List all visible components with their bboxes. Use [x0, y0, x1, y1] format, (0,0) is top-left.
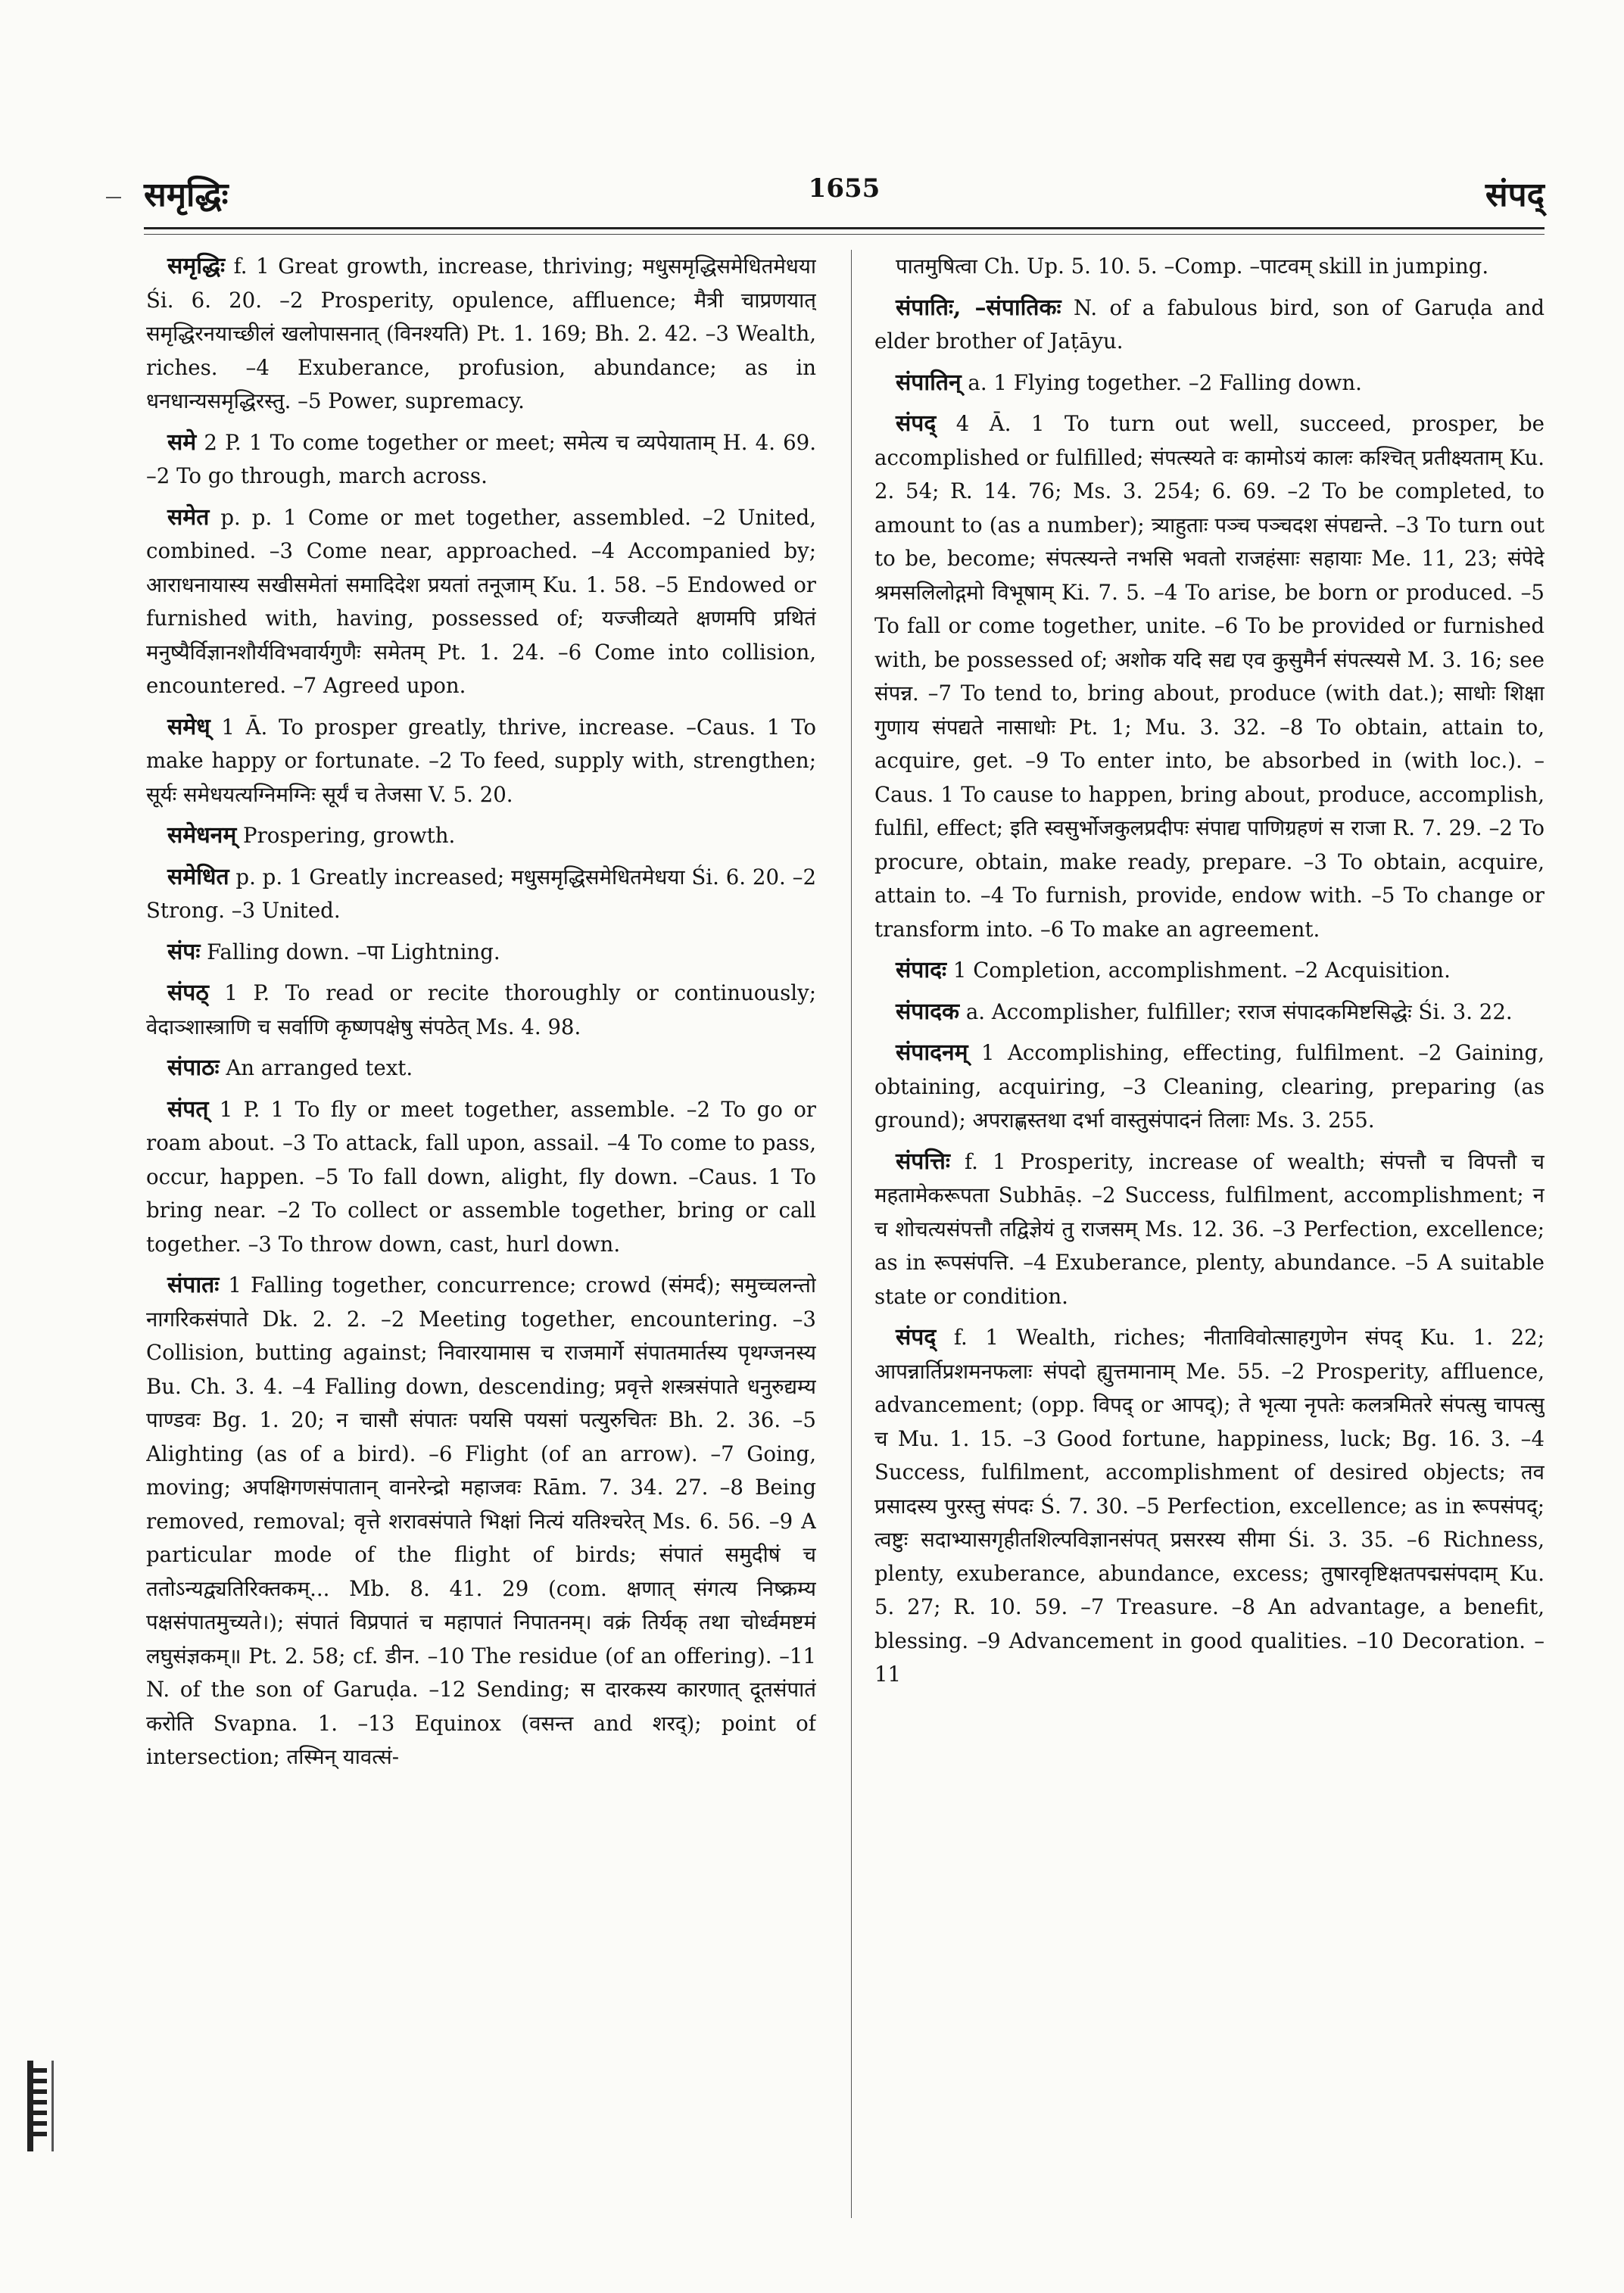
- entry-headword: संपादः: [896, 957, 947, 983]
- entry-definition: An arranged text.: [219, 1055, 413, 1080]
- entry-definition: 1 Completion, accomplishment. –2 Acquisition.: [946, 958, 1451, 983]
- dictionary-entry: [874, 291, 1545, 359]
- dictionary-entry: [146, 977, 816, 1044]
- entry-definition: f. 1 Prosperity, increase of wealth; संपत्तौ च विपत्तौ च महतामेकरूपता Subhāṣ. –2 Success, fulfilment, accomplishment; न च शोचत्यसंपत्तौ तद्विज्ञेयं तु राजसम् Ms. 12. 36. –3 Perfection, excellence; as in रूपसंपत्ति. –4 Exuberance, plenty, abundance. –5 A suitable state or condition.: [874, 1148, 1545, 1309]
- entry-headword: समेधनम्: [167, 822, 237, 849]
- dictionary-entry: [146, 1269, 816, 1774]
- margin-dash: [106, 197, 121, 198]
- entry-definition: 2 P. 1 To come together or meet; समेत्य च व्यपेयाताम् H. 4. 69. –2 To go through, march across.: [146, 429, 816, 488]
- entry-headword: संपठ्: [167, 980, 209, 1006]
- entry-definition: f. 1 Wealth, riches; नीताविवोत्साहगुणेन संपद् Ku. 1. 22; आपन्नार्तिप्रशमनफलाः संपदो ह्युत्तमानाम् Me. 55. –2 Prosperity, affluence, advancement; (opp. विपद् or आपद्); ते भृत्या नृपतेः कलत्रमितरे संपत्सु चापत्सु च Mu. 1. 15. –3 Good fortune, happiness, luck; Bg. 16. 3. –4 Success, fulfilment, accomplishment of desired objects; तव प्रसादस्य पुरस्तु संपदः Ś. 7. 30. –5 Perfection, excellence; as in रूपसंपद्; त्वष्टुः सदाभ्यासगृहीतशिल्पविज्ञानसंपत् प्रसरस्य सीमा Śi. 3. 35. –6 Richness, plenty, exuberance, abundance, excess; तुषारवृष्टिक्षतपद्मसंपदाम् Ku. 5. 27; R. 10. 59. –7 Treasure. –8 An advantage, a benefit, blessing. –9 Advancement in good qualities. –10 Decoration. –11: [874, 1325, 1545, 1687]
- entry-definition: Prospering, growth.: [236, 823, 456, 848]
- entry-definition: f. 1 Great growth, increase, thriving; मधुसमृद्धिसमेधितमेधया Śi. 6. 20. –2 Prosperity, opulence, affluence; मैत्री चाप्रणयात् समृद्धिरनयाच्छीलं खलोपासनात् (विनश्यति) Pt. 1. 169; Bh. 2. 42. –3 Wealth, riches. –4 Exuberance, profusion, abundance; as in धनधान्यसमृद्धिरस्तु. –5 Power, supremacy.: [146, 254, 816, 413]
- entry-headword: समेध्: [167, 713, 210, 740]
- entry-definition: 1 Accomplishing, effecting, fulfilment. –2 Gaining, obtaining, acquiring, –3 Cleaning, clearing, preparing (as ground); अपराह्णस्तथा दर्भा वास्तुसंपादनं तिलाः Ms. 3. 255.: [874, 1040, 1545, 1132]
- entry-definition: a. 1 Flying together. –2 Falling down.: [961, 369, 1362, 395]
- entry-headword: संपातिः, –संपातिकः: [896, 294, 1061, 321]
- entry-headword: समे: [167, 428, 197, 456]
- dictionary-entry: [874, 1145, 1545, 1314]
- entry-headword: समेत: [167, 503, 210, 531]
- right-column: [874, 250, 1545, 2241]
- dictionary-entry: [146, 1093, 816, 1262]
- dictionary-entry: [146, 711, 816, 812]
- entry-definition: p. p. 1 Come or met together, assembled. –2 United, combined. –3 Come near, approached. –4 Accompanied by; आराधनायास्य सखीसमेतां समादिदेश प्रयतां तनूजाम् Ku. 1. 58. –5 Endowed or furnished with, having, possessed of; यज्जीव्यते क्षणमपि प्रथितं मनुष्यैर्विज्ञानशौर्यविभवार्यगुणैः समेतम् Pt. 1. 24. –6 Come into collision, encountered. –7 Agreed upon.: [146, 504, 816, 698]
- column-divider: [851, 250, 852, 2218]
- dictionary-entry: [874, 366, 1545, 400]
- entry-definition: 1 P. To read or recite thoroughly or continuously; वेदाञ्शास्त्राणि च सर्वाणि कृष्णपक्षेषु संपठेत् Ms. 4. 98.: [146, 980, 816, 1039]
- entry-headword: संपद्: [896, 410, 937, 437]
- right-guide-word: संपद्: [1485, 176, 1545, 214]
- header-rule-thin: [144, 234, 1545, 235]
- dictionary-entry: [146, 426, 816, 494]
- entry-headword: समेधित: [167, 863, 229, 890]
- entry-definition: 4 Ā. 1 To turn out well, succeed, prosper, be accomplished or fulfilled; संपत्स्यते वः कामोऽयं कालः कश्चित् प्रतीक्ष्यताम् Ku. 2. 54; R. 14. 76; Ms. 3. 254; 6. 69. –2 To be completed, to amount to (as a number); त्र्याहुताः पञ्च पञ्चदश संपद्यन्ते. –3 To turn out to be, become; संपत्स्यन्ते नभसि भवतो राजहंसाः सहायाः Me. 11, 23; संपेदे श्रमसलिलोद्गमो विभूषाम् Ki. 7. 5. –4 To arise, be born or produced. –5 To fall or come together, unite. –6 To be provided or furnished with, be possessed of; अशोक यदि सद्य एव कुसुमैर्न संपत्स्यसे M. 3. 16; see संपन्न. –7 To tend to, bring about, produce (with dat.); साधोः शिक्षा गुणाय संपद्यते नासाधोः Pt. 1; Mu. 3. 32. –8 To obtain, attain to, acquire, get. –9 To enter into, be absorbed in (with loc.). –Caus. 1 To cause to happen, bring about, produce, accomplish, fulfil, effect; इति स्वसुर्भोजकुलप्रदीपः संपाद्य पाणिग्रहणं स राजा R. 7. 29. –2 To procure, obtain, make ready, prepare. –3 To obtain, acquire, attain to. –4 To furnish, provide, endow with. –5 To change or transform into. –6 To make an agreement.: [874, 411, 1545, 942]
- dictionary-entry: [146, 936, 816, 970]
- left-guide-word: समृद्धिः: [144, 176, 229, 214]
- dictionary-entry: [874, 1321, 1545, 1692]
- entry-definition: Falling down. –पा Lightning.: [200, 939, 500, 964]
- entry-headword: समृद्धिः: [167, 253, 226, 279]
- dictionary-entry: [874, 954, 1545, 988]
- entry-definition: p. p. 1 Greatly increased; मधुसमृद्धिसमेधितमेधया Śi. 6. 20. –2 Strong. –3 United.: [146, 864, 816, 923]
- page-number: 1655: [808, 173, 881, 204]
- entry-definition: 1 P. 1 To fly or meet together, assemble. –2 To go or roam about. –3 To attack, fall upon, assail. –4 To come to pass, occur, happen. –5 To fall down, alight, fly down. –Caus. 1 To bring near. –2 To collect or assemble together, bring or call together. –3 To throw down, cast, hurl down.: [146, 1096, 816, 1257]
- entry-headword: संपातिन्: [896, 369, 962, 396]
- entry-headword: संपातः: [167, 1272, 220, 1298]
- dictionary-entry: [874, 1036, 1545, 1138]
- left-column: [146, 250, 816, 2241]
- entry-headword: संपादक: [896, 998, 960, 1025]
- entry-definition: N. of a fabulous bird, son of Garuḍa and elder brother of Jaṭāyu.: [874, 294, 1545, 354]
- entry-definition: पातमुषित्वा Ch. Up. 5. 10. 5. –Comp. –पाटवम् skill in jumping.: [896, 254, 1489, 279]
- dictionary-entry: [146, 819, 816, 853]
- entry-definition: a. Accomplisher, fulfiller; रराज संपादकमिष्टसिद्धेः Śi. 3. 22.: [959, 999, 1513, 1024]
- entry-headword: संपः: [167, 938, 201, 965]
- entry-headword: संपत्तिः: [896, 1148, 950, 1175]
- binding-margin-mark: [27, 2061, 54, 2151]
- dictionary-entry: [874, 250, 1545, 284]
- entry-definition: 1 Ā. To prosper greatly, thrive, increase. –Caus. 1 To make happy or fortunate. –2 To feed, supply with, strengthen; सूर्यः समेधयत्यग्निमग्निः सूर्यं च तेजसा V. 5. 20.: [146, 714, 816, 807]
- header-rule-thick: [144, 227, 1545, 229]
- page-header: [144, 170, 1545, 216]
- dictionary-entry: [146, 1051, 816, 1086]
- dictionary-entry: [874, 407, 1545, 946]
- entry-headword: संपादनम्: [896, 1039, 968, 1066]
- entry-definition: 1 Falling together, concurrence; crowd (संमर्द); समुच्चलन्तो नागरिकसंपाते Dk. 2. 2. –2 Meeting together, encountering. –3 Collision, butting against; निवारयामास च राजमार्गे संपातमार्तस्य पृथग्जनस्य Bu. Ch. 3. 4. –4 Falling down, descending; प्रवृत्ते शस्त्रसंपाते धनुरुद्यम्य पाण्डवः Bg. 1. 20; न चासौ संपातः पयसि पयसां पत्युरुचितः Bh. 2. 36. –5 Alighting (as of a bird). –6 Flight (of an arrow). –7 Going, moving; अपक्षिगणसंपातान् वानरेन्द्रो महाजवः Rām. 7. 34. 27. –8 Being removed, removal; वृत्ते शरावसंपाते भिक्षां नित्यं यतिश्चरेत् Ms. 6. 56. –9 A particular mode of the flight of birds; संपातं समुदीषं च ततोऽन्यद्व्यतिरिक्तकम्... Mb. 8. 41. 29 (com. क्षणात् संगत्य निष्क्रम्य पक्षसंपातमुच्यते।); संपातं विप्रपातं च महापातं निपातनम्। वक्रं तिर्यक् तथा चोर्ध्वमष्टमं लघुसंज्ञकम्॥ Pt. 2. 58; cf. डीन. –10 The residue (of an offering). –11 N. of the son of Garuḍa. –12 Sending; स दारकस्य कारणात् दूतसंपातं करोति Svapna. 1. –13 Equinox (वसन्त and शरद्); point of intersection; तस्मिन् यावत्सं-: [146, 1273, 816, 1769]
- dictionary-entry: [874, 995, 1545, 1030]
- entry-headword: संपद्: [896, 1324, 937, 1351]
- entry-headword: संपाठः: [167, 1055, 220, 1081]
- dictionary-entry: [146, 861, 816, 928]
- entry-headword: संपत्: [167, 1095, 209, 1123]
- dictionary-entry: [146, 501, 816, 703]
- dictionary-entry: [146, 250, 816, 419]
